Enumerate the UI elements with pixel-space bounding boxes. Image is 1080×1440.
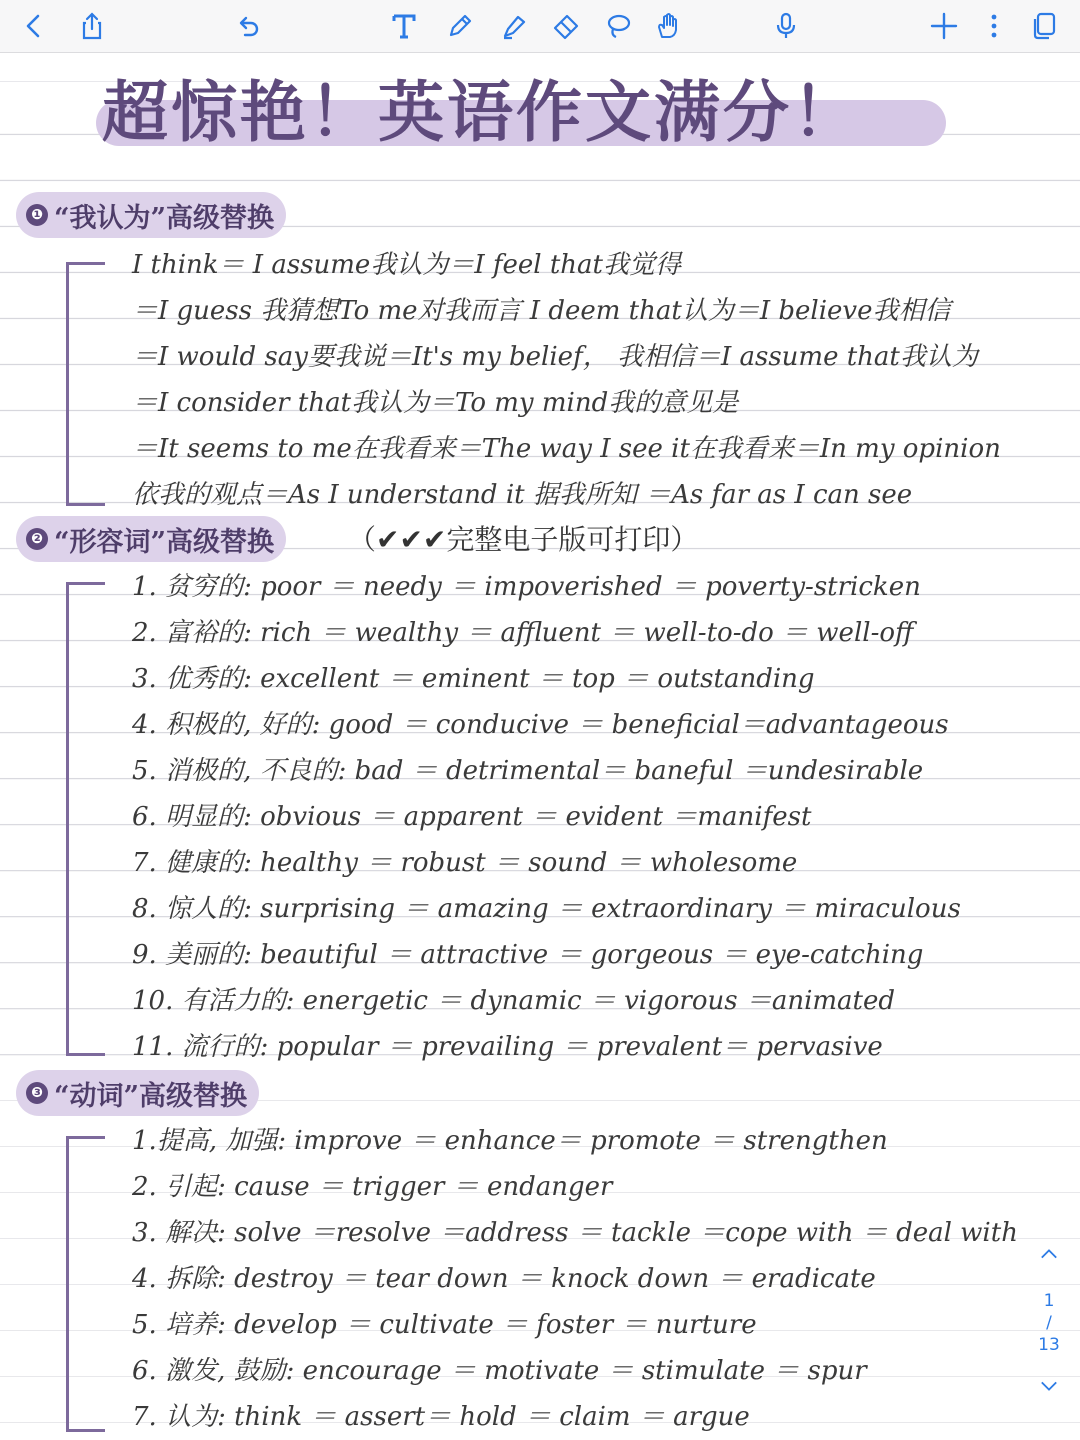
section-title: “我认为”高级替换 — [54, 202, 275, 234]
list-item: 6. 激发, 鼓励: encourage ＝ motivate ＝ stimulate ＝ spur — [132, 1356, 867, 1386]
section-number: ❶ — [26, 204, 48, 226]
bracket-2 — [66, 582, 105, 1056]
section-number: ❷ — [26, 528, 48, 550]
bracket-3 — [66, 1136, 105, 1432]
back-chevron-icon[interactable] — [14, 6, 54, 46]
list-item: 4. 拆除: destroy ＝ tear down ＝ knock down ＝ eradicate — [132, 1264, 876, 1294]
list-item: I think＝ I assume我认为＝I feel that我觉得 — [132, 250, 681, 280]
eraser-icon[interactable] — [546, 6, 586, 46]
microphone-icon[interactable] — [766, 6, 806, 46]
list-item: 7. 认为: think ＝ assert＝ hold ＝ claim ＝ argue — [132, 1402, 750, 1432]
section-header-3 — [16, 1070, 259, 1116]
list-item: ＝I would say要我说＝It's my belief， 我相信＝I assume that我认为 — [132, 342, 978, 372]
list-item: 10. 有活力的: energetic ＝ dynamic ＝ vigorous ＝animated — [132, 986, 896, 1016]
section-header-2 — [16, 516, 286, 562]
toolbar — [0, 0, 1080, 53]
list-item: ＝I guess 我猜想To me对我而言 I deem that认为＝I believe我相信 — [132, 296, 951, 326]
list-item: 5. 消极的, 不良的: bad ＝ detrimental＝ baneful ＝undesirable — [132, 756, 924, 786]
section-number: ❸ — [26, 1082, 48, 1104]
current-page: 1 — [1043, 1291, 1055, 1311]
list-item: 7. 健康的: healthy ＝ robust ＝ sound ＝ wholesome — [132, 848, 798, 878]
list-item: 11. 流行的: popular ＝ prevailing ＝ prevalent＝ pervasive — [132, 1032, 883, 1062]
more-icon[interactable] — [974, 6, 1014, 46]
list-item: 5. 培养: develop ＝ cultivate ＝ foster ＝ nurture — [132, 1310, 757, 1340]
pages-icon[interactable] — [1024, 6, 1064, 46]
list-item: 8. 惊人的: surprising ＝ amazing ＝ extraordinary ＝ miraculous — [132, 894, 961, 924]
page-title-block — [96, 72, 956, 152]
list-item: 依我的观点＝As I understand it 据我所知 ＝As far as I can see — [132, 480, 913, 510]
list-item: 1.提高, 加强: improve ＝ enhance＝ promote ＝ strengthen — [132, 1126, 888, 1156]
list-item: 2. 富裕的: rich ＝ wealthy ＝ affluent ＝ well-to-do ＝ well-off — [132, 618, 914, 648]
list-item: ＝It seems to me在我看来＝The way I see it在我看来＝In my opinion — [132, 434, 1001, 464]
section-header-1 — [16, 192, 286, 238]
list-item: 3. 解决: solve ＝resolve ＝address ＝ tackle ＝cope with ＝ deal with — [132, 1218, 1018, 1248]
section-title: “形容词”高级替换 — [54, 526, 275, 558]
text-tool-icon[interactable] — [384, 6, 424, 46]
page-indicator — [1030, 1244, 1068, 1398]
list-item: 2. 引起: cause ＝ trigger ＝ endanger — [132, 1172, 613, 1202]
list-item: 1. 贫穷的: poor ＝ needy ＝ impoverished ＝ poverty-stricken — [132, 572, 921, 602]
total-pages: 13 — [1038, 1335, 1060, 1355]
pen-icon[interactable] — [440, 6, 480, 46]
share-icon[interactable] — [72, 6, 112, 46]
page-separator: / — [1046, 1313, 1052, 1333]
bracket-1 — [66, 262, 105, 506]
list-item: ＝I consider that我认为＝To my mind我的意见是 — [132, 388, 739, 418]
list-item: 9. 美丽的: beautiful ＝ attractive ＝ gorgeous ＝ eye-catching — [132, 940, 924, 970]
add-icon[interactable] — [924, 6, 964, 46]
lasso-icon[interactable] — [598, 6, 638, 46]
list-item: 3. 优秀的: excellent ＝ eminent ＝ top ＝ outstanding — [132, 664, 815, 694]
list-item: 4. 积极的, 好的: good ＝ conducive ＝ beneficial＝advantageous — [132, 710, 949, 740]
page-down-icon[interactable] — [1030, 1376, 1068, 1398]
list-item: 6. 明显的: obvious ＝ apparent ＝ evident ＝manifest — [132, 802, 812, 832]
highlighter-icon[interactable] — [494, 6, 534, 46]
hand-icon[interactable] — [648, 6, 688, 46]
section-note: （✔✔✔完整电子版可打印） — [348, 523, 699, 556]
section-title: “动词”高级替换 — [54, 1080, 248, 1112]
page-title: 超惊艳！英语作文满分！ — [102, 73, 861, 151]
page-up-icon[interactable] — [1030, 1244, 1068, 1266]
undo-icon[interactable] — [228, 6, 268, 46]
